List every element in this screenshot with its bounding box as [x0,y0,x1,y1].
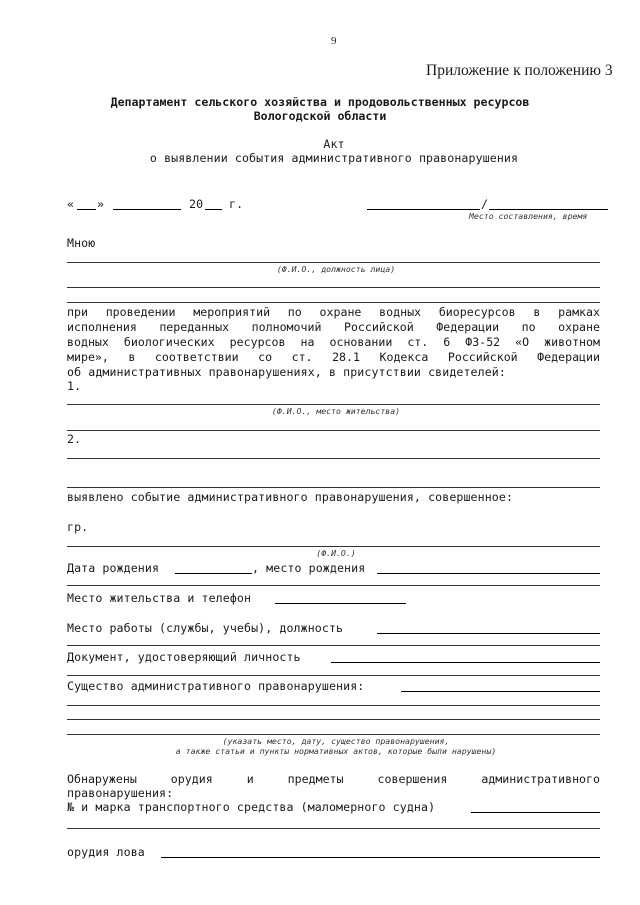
date-day-blank[interactable] [77,209,96,210]
year-suffix: г. [229,197,244,211]
inspector-fio-line[interactable] [67,262,600,263]
paragraph-line-1: при проведении мероприятий по охране водных биоресурсов в рамках [67,305,600,319]
citizen-label: гр. [67,520,89,534]
act-title: Акт [323,137,345,151]
tools-found-line-1: Обнаружены орудия и предметы совершения административного [67,772,600,786]
date-month-blank[interactable] [113,209,181,210]
essence-line-2[interactable] [67,719,600,720]
paragraph-line-4: мире», в соответствии со ст. 28.1 Кодекса Российской Федерации [67,350,600,364]
date-year-blank[interactable] [205,209,222,210]
residence-phone-blank[interactable] [275,603,406,604]
vehicle-blank[interactable] [471,812,600,813]
witness-2-number: 2. [67,432,82,446]
page-number: 9 [331,35,337,47]
witness-1-number: 1. [67,379,82,393]
essence-line-3[interactable] [67,734,600,735]
birth-date-label: Дата рождения [67,561,160,575]
paragraph-line-5: об административных правонарушениях, в присутствии свидетелей: [67,365,506,379]
inspector-extra-line-2[interactable] [67,302,600,303]
fio-caption: (Ф.И.О.) [316,548,356,558]
place-blank[interactable] [367,209,480,210]
appendix-title: Приложение к положению 3 [426,62,613,79]
year-prefix: 20 [189,197,204,211]
vehicle-label: № и марка транспортного средства (маломерного судна) [67,800,436,814]
work-extra-line[interactable] [67,645,600,646]
fishing-tools-label: орудия лова [67,845,145,859]
act-subtitle: о выявлении события административного правонарушения [149,151,519,165]
paragraph-line-2: исполнения переданных полномочий Российской Федерации по охране [67,320,600,334]
essence-caption-1: (указать место, дату, существо правонарушения, [222,736,450,746]
place-time-caption: Место составления, время [469,211,588,221]
department-line-2: Вологодской области [253,109,387,123]
place-time-slash: / [481,197,489,211]
witness-1-extra-line[interactable] [67,430,600,431]
id-document-label: Документ, удостоверяющий личность [67,650,301,664]
witness-2-line[interactable] [67,458,600,459]
witness-2-extra-line[interactable] [67,487,600,488]
tools-found-line-2: правонарушения: [67,786,174,800]
essence-line-1[interactable] [67,705,600,706]
fishing-tools-blank[interactable] [161,857,600,858]
birth-place-label: , место рождения [252,561,366,575]
fio-position-caption: (Ф.И.О., должность лица) [276,264,396,274]
vehicle-extra-line[interactable] [67,828,600,829]
work-place-label: Место работы (службы, учебы), должность [67,621,344,635]
witness-1-line[interactable] [67,404,600,405]
violation-found-label: выявлено событие административного правонарушения, совершенное: [67,490,514,504]
time-blank[interactable] [489,209,608,210]
citizen-fio-line[interactable] [67,546,600,547]
department-line-1: Департамент сельского хозяйства и продовольственных ресурсов [110,95,530,109]
id-document-blank[interactable] [331,662,600,663]
work-place-blank[interactable] [377,633,600,634]
residence-phone-label: Место жительства и телефон [67,591,252,605]
birth-extra-line[interactable] [67,585,600,586]
paragraph-line-3: водных биологических ресурсов на основании ст. 6 ФЗ-52 «О животном [67,335,600,349]
violation-essence-blank[interactable] [401,691,600,692]
essence-caption-2: а также статьи и пункты нормативных актов, которые были нарушены) [175,746,497,756]
inspector-extra-line-1[interactable] [67,287,600,288]
by-me-label: Мною [67,236,96,250]
fio-residence-caption: (Ф.И.О., место жительства) [271,406,401,416]
birth-place-blank[interactable] [377,573,600,574]
id-document-extra-line[interactable] [67,675,600,676]
date-close-quote: » [97,197,105,211]
violation-essence-label: Существо административного правонарушения: [67,679,365,693]
date-open-quote: « [67,197,75,211]
birth-date-blank[interactable] [175,573,252,574]
